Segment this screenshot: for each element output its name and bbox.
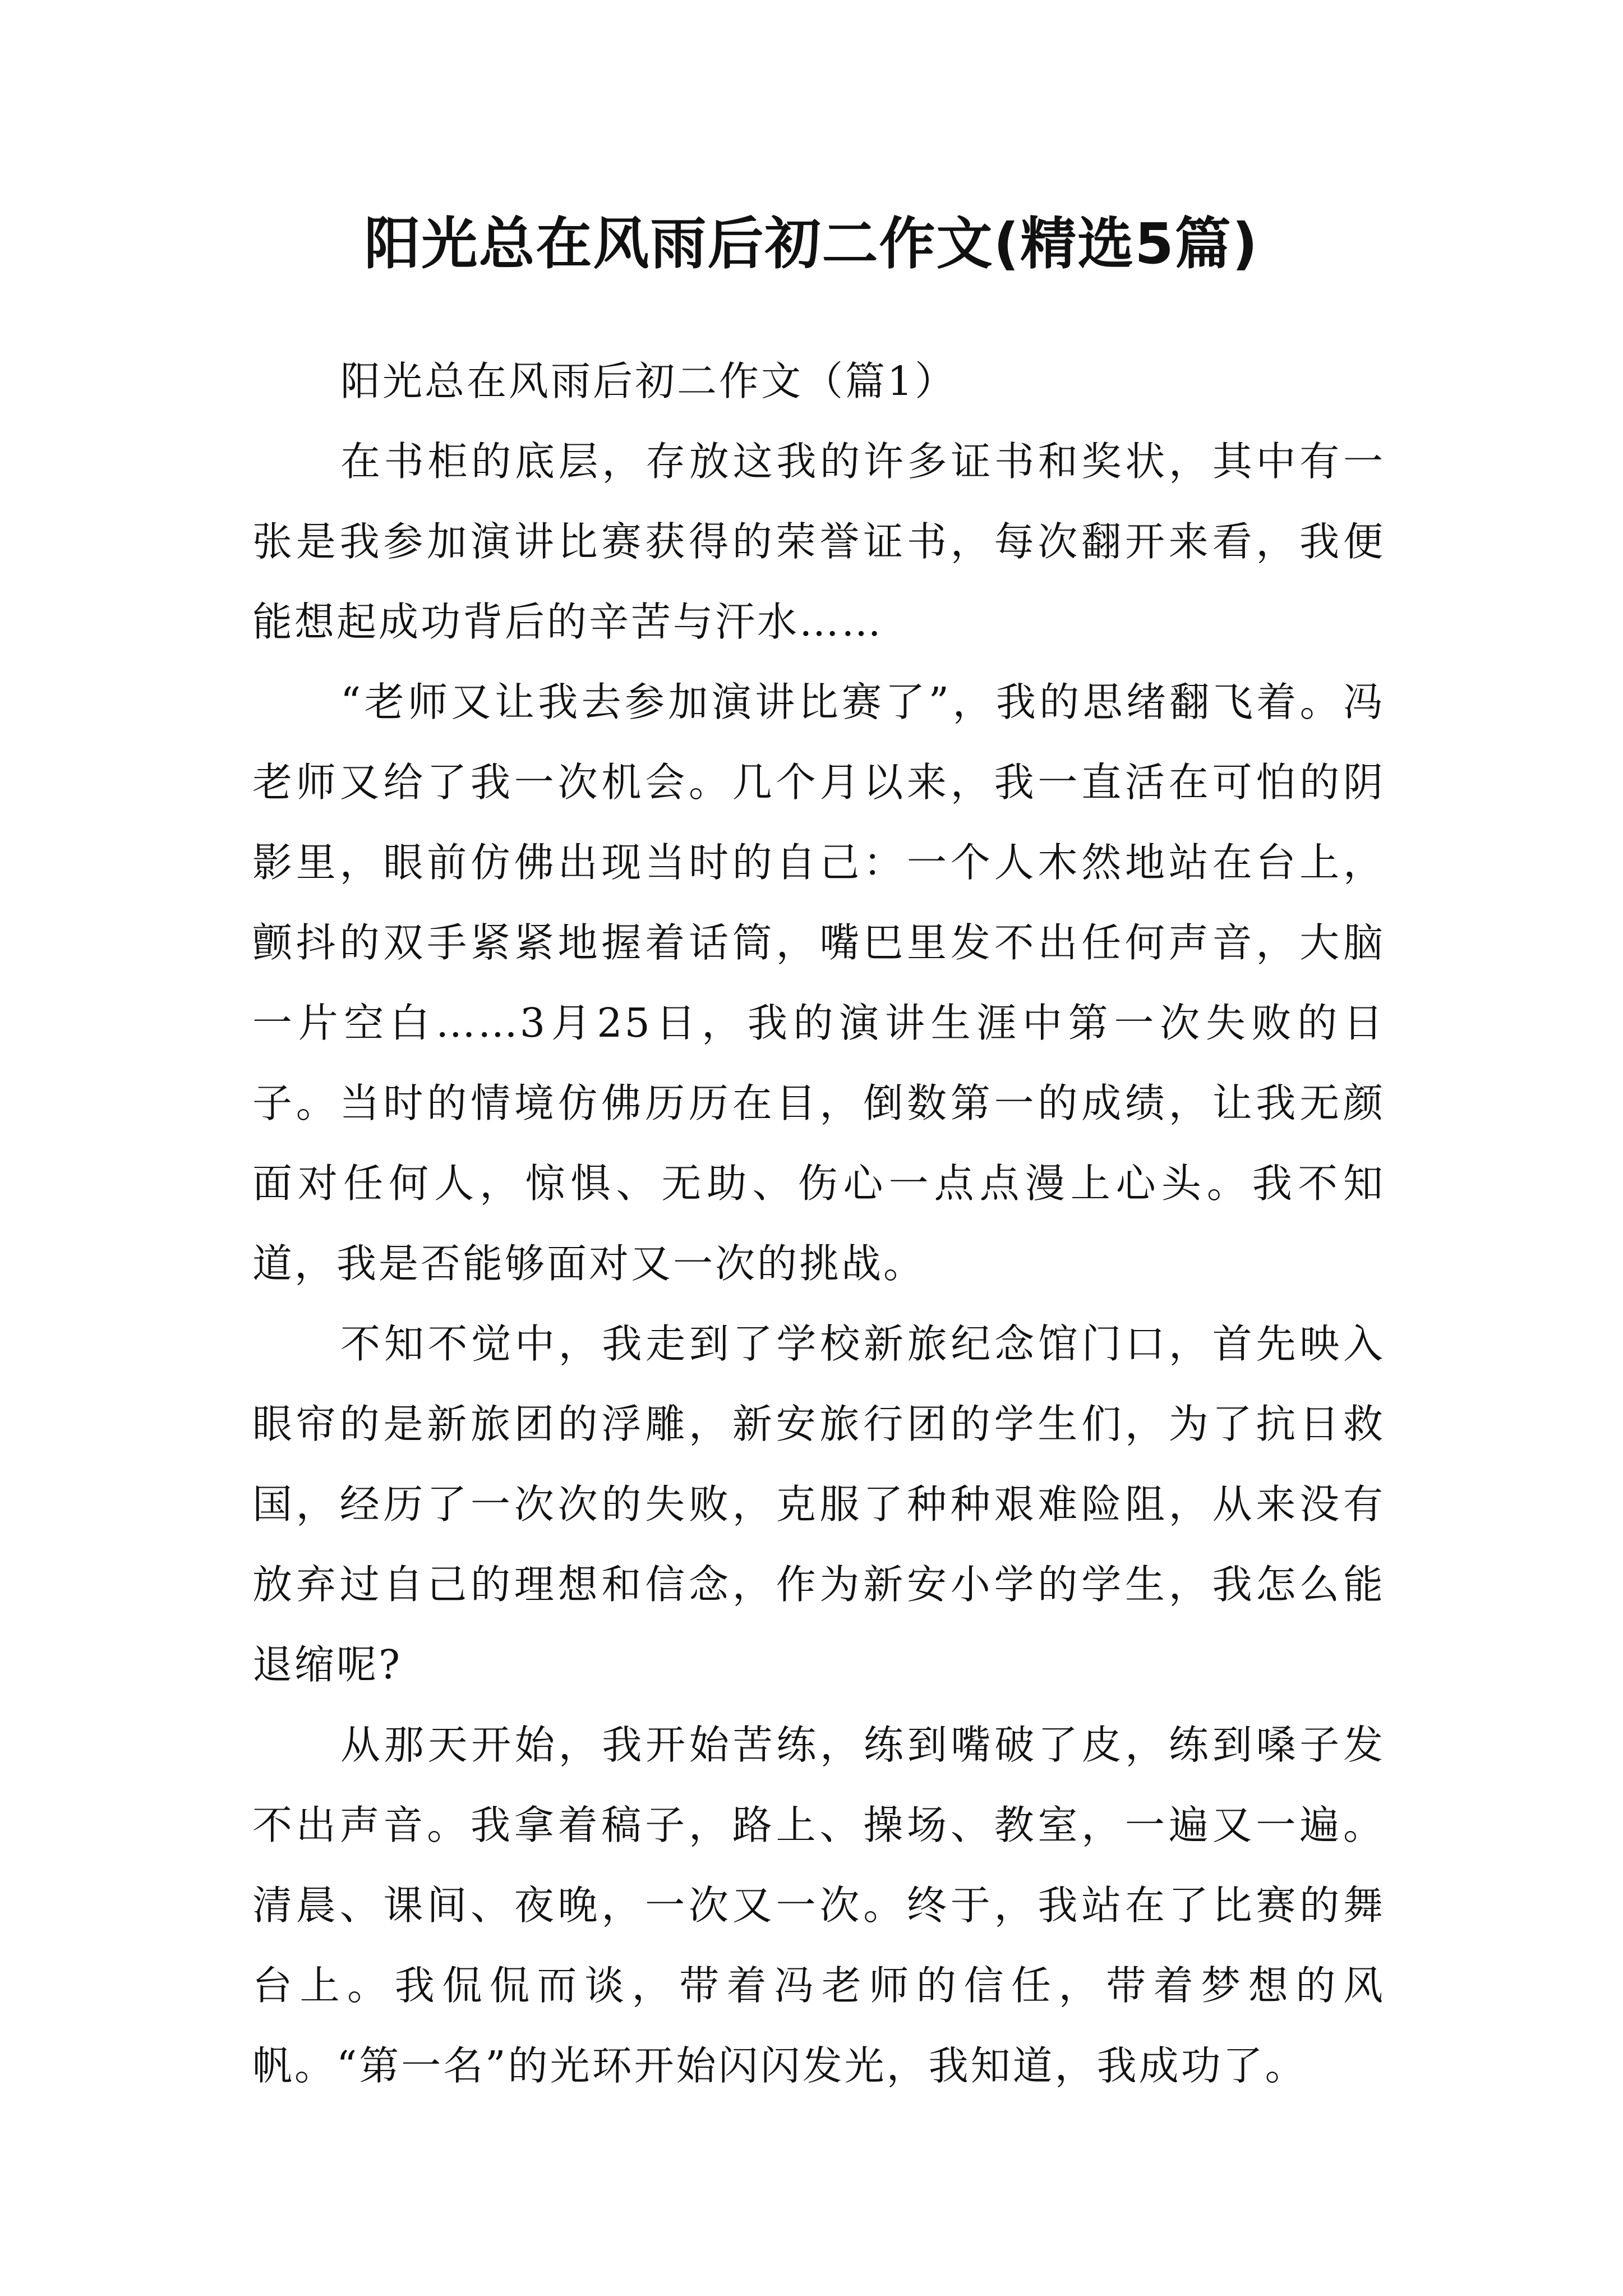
paragraph-2: “老师又让我去参加演讲比赛了”，我的思绪翻飞着。冯老师又给了我一次机会。几个月以来，我一直活在可怕的阴影里，眼前仿佛出现当时的自己：一个人木然地站在台上，颤抖的双手紧紧地握着话筒，嘴巴里发不出任何声音，大脑一片空白……3月25日，我的演讲生涯中第一次失败的日子。当时的情境仿佛历历在目，倒数第一的成绩，让我无颜面对任何人，惊惧、无助、伤心一点点漫上心头。我不知道，我是否能够面对又一次的挑战。	[252, 679, 1385, 1287]
paragraph-3: 不知不觉中，我走到了学校新旅纪念馆门口，首先映入眼帘的是新旅团的浮雕，新安旅行团的学生们，为了抗日救国，经历了一次次的失败，克服了种种艰难险阻，从来没有放弃过自己的理想和信念，作为新安小学的学生，我怎么能退缩呢?	[252, 1320, 1385, 1688]
document-title: 阳光总在风雨后初二作文(精选5篇)	[364, 211, 1259, 277]
paragraph-4: 从那天开始，我开始苦练，练到嘴破了皮，练到嗓子发不出声音。我拿着稿子，路上、操场、教室，一遍又一遍。清晨、课间、夜晚，一次又一次。终于，我站在了比赛的舞台上。我侃侃而谈，带着冯老师的信任，带着梦想的风帆。“第一名”的光环开始闪闪发光，我知道，我成功了。	[252, 1722, 1385, 2089]
paragraph-1: 在书柜的底层，存放这我的许多证书和奖状，其中有一张是我参加演讲比赛获得的荣誉证书，每次翻开来看，我便能想起成功背后的辛苦与汗水……	[252, 438, 1385, 645]
section-heading: 阳光总在风雨后初二作文（篇1）	[340, 358, 957, 404]
document-body	[252, 341, 1385, 2106]
